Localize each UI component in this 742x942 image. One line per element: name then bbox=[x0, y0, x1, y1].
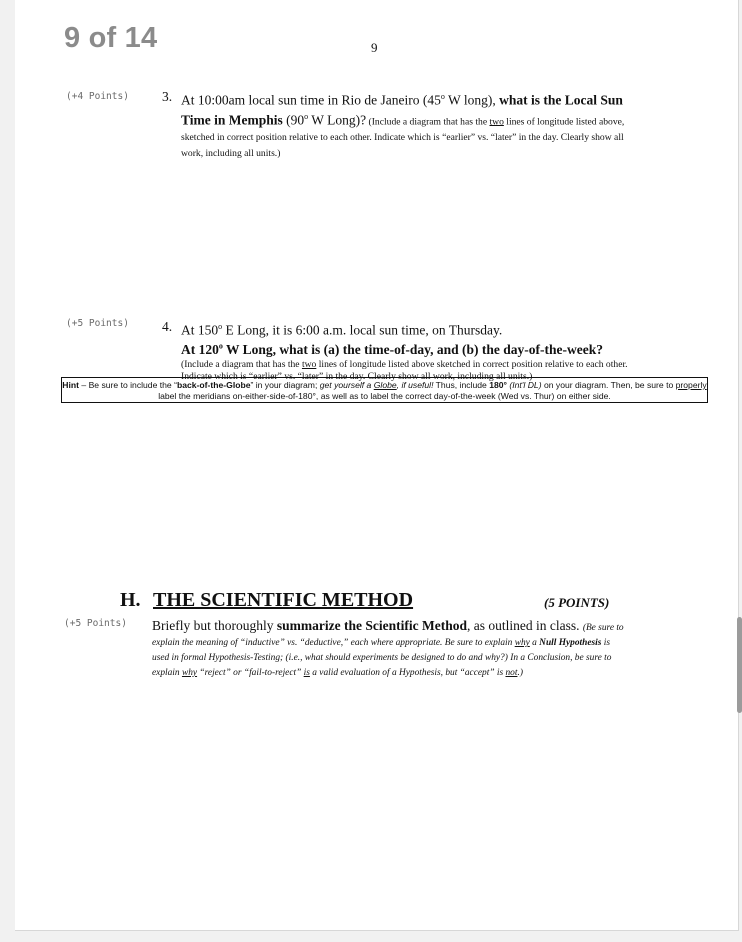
q3-instructions: (Include a diagram that has the two lines of longitude listed above, sketched in correct position relative to each other. Indicate which is “earlier” vs. “later” in the day. Clearly show all work, including all units.) bbox=[181, 116, 625, 159]
q4-instructions: (Include a diagram that has the two lines of longitude listed above sketched in correct position relative to each other. Indicate which is “earlier” vs. “later” in the day. Clearly show all work, including all units.) bbox=[181, 359, 628, 382]
page-counter: 9 of 14 bbox=[64, 22, 158, 54]
q4-text: At 150$^o$ E Long, it is 6:00 a.m. local sun time, on Thursday. At 120$^o$ W Long, what is (a) the time-of-day, and (b) the day-of-the-week? (Include a diagram that has the two lines of longitude listed above sketched in correct position relative to each other. Indicate which is “earlier” vs. “later” in the day. Clearly show all work, including all units.) bbox=[181, 319, 646, 382]
q4-number: 4. bbox=[162, 319, 173, 334]
section-h-points: (+5 Points) bbox=[64, 618, 127, 629]
q3-points: (+4 Points) bbox=[66, 91, 129, 102]
section-title: THE SCIENTIFIC METHOD bbox=[153, 589, 414, 611]
scrollbar-thumb[interactable] bbox=[737, 617, 742, 713]
section-h-prompt: Briefly but thoroughly summarize the Scientific Method, as outlined in class. (Be sure to explain the meaning of “inductive” vs. “deductive,” each where appropriate. Be sure to explain why a Null Hypothesis is used in formal Hypothesis-Testing; (i.e., what should experiments be designed to do and why?) In a Conclusion, be sure to explain why “reject” or “fail-to-reject” is a valid evaluation of a Hypothesis, but “accept” is not.) bbox=[152, 618, 624, 678]
section-letter: H. bbox=[120, 589, 141, 611]
q3-text: At 10:00am local sun time in Rio de Janeiro (45$^o$ W long), what is the Local Sun Time in Memphis (90$^o$ W Long)? (Include a diagram that has the two lines of longitude listed above, sketched in correct position relative to each other. Indicate which is “earlier” vs. “later” in the day. Clearly show all work, including all units.) bbox=[181, 92, 625, 159]
q3-number: 3. bbox=[162, 89, 173, 104]
section-points-label: (5 POINTS) bbox=[544, 595, 610, 610]
q4-points: (+5 Points) bbox=[66, 318, 129, 329]
page-number: 9 bbox=[371, 40, 378, 55]
hint-box: Hint – Be sure to include the “back-of-the-Globe” in your diagram; get yourself a Globe, if useful! Thus, include 180° (Int'l DL) on your diagram. Then, be sure to properly label the meridians on-either-side-of-180°, as well as to label the correct day-of-the-week (Wed vs. Thur) on either side. bbox=[61, 377, 708, 403]
section-h-instructions: (Be sure to explain the meaning of “inductive” vs. “deductive,” each where appropriate. Be sure to explain why a Null Hypothesis is used in formal Hypothesis-Testing; (i.e., what should experiments be designed to do and why?) In a Conclusion, be sure to explain why “reject” or “fail-to-reject” is a valid evaluation of a Hypothesis, but “accept” is not.) bbox=[152, 623, 624, 678]
